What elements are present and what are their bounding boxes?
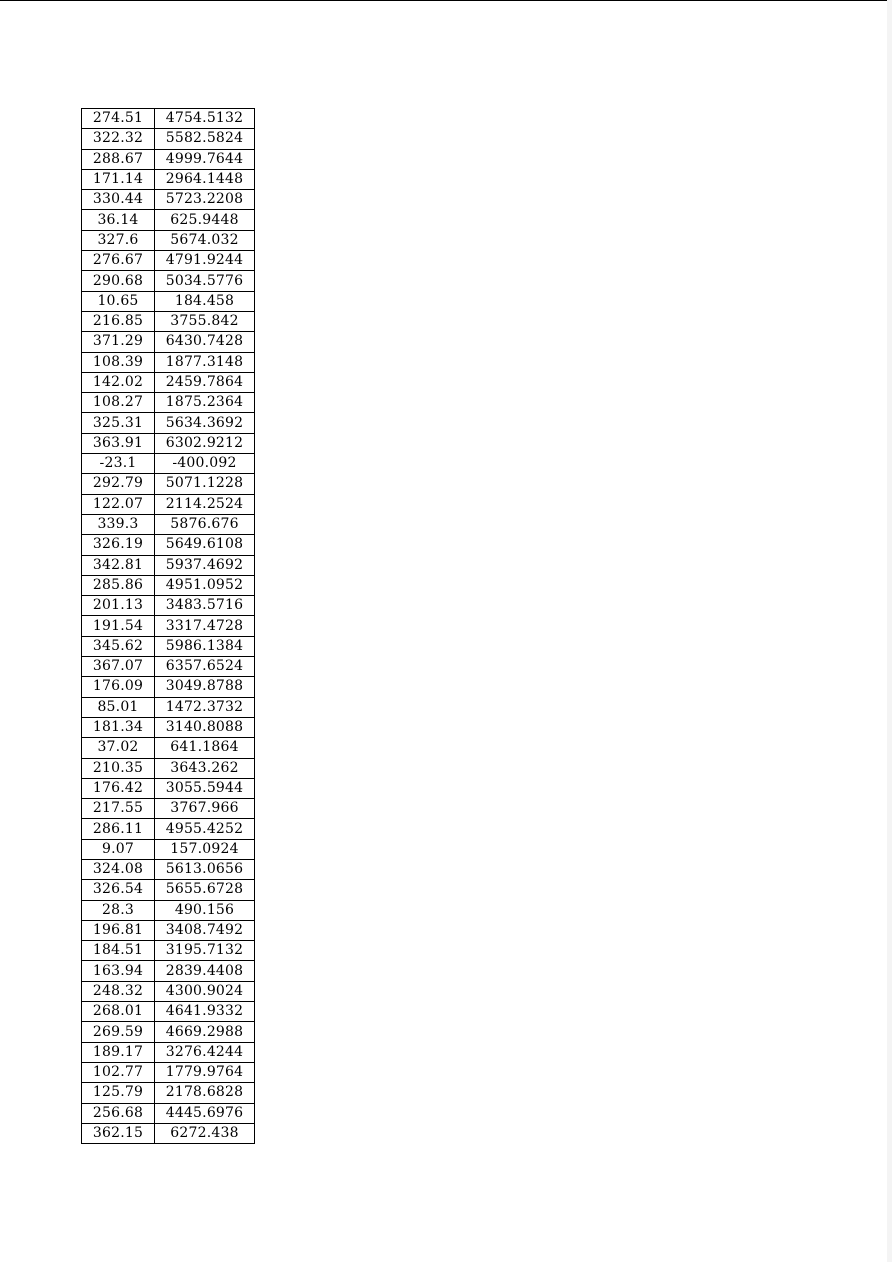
table-row: [82, 332, 255, 352]
table-cell-col1: 181.34: [82, 717, 155, 737]
table-cell-col2: 3140.8088: [155, 717, 255, 737]
table-cell-col1: 327.6: [82, 230, 155, 250]
table-row: [82, 880, 255, 900]
table-row: [82, 514, 255, 534]
table-row: [82, 636, 255, 656]
table-cell-col1: 28.3: [82, 900, 155, 920]
table-cell-col1: 108.27: [82, 393, 155, 413]
table-cell-col2: 5986.1384: [155, 636, 255, 656]
table-cell-col2: 5071.1228: [155, 474, 255, 494]
table-cell-col1: 216.85: [82, 311, 155, 331]
table-cell-col1: 142.02: [82, 372, 155, 392]
table-cell-col2: 3317.4728: [155, 616, 255, 636]
table-row: [82, 413, 255, 433]
table-row: [82, 575, 255, 595]
table-cell-col1: -23.1: [82, 454, 155, 474]
table-cell-col2: 1875.2364: [155, 393, 255, 413]
table-cell-col1: 122.07: [82, 494, 155, 514]
table-cell-col2: 2839.4408: [155, 961, 255, 981]
table-row: [82, 494, 255, 514]
table-row: [82, 778, 255, 798]
table-row: [82, 717, 255, 737]
table-cell-col2: 3408.7492: [155, 920, 255, 940]
table-cell-col2: 1877.3148: [155, 352, 255, 372]
table-cell-col2: 157.0924: [155, 839, 255, 859]
table-row: [82, 1022, 255, 1042]
table-row: [82, 1083, 255, 1103]
table-row: [82, 941, 255, 961]
table-cell-col2: 3483.5716: [155, 596, 255, 616]
table-cell-col1: 196.81: [82, 920, 155, 940]
table-row: [82, 596, 255, 616]
table-cell-col2: 625.9448: [155, 210, 255, 230]
table-cell-col2: 3767.966: [155, 799, 255, 819]
table-body: [82, 109, 255, 1144]
table-cell-col2: 5876.676: [155, 514, 255, 534]
table-cell-col2: -400.092: [155, 454, 255, 474]
table-cell-col2: 490.156: [155, 900, 255, 920]
table-cell-col2: 4754.5132: [155, 109, 255, 129]
table-cell-col1: 37.02: [82, 738, 155, 758]
table-cell-col1: 125.79: [82, 1083, 155, 1103]
table-row: [82, 129, 255, 149]
table-row: [82, 961, 255, 981]
table-cell-col1: 290.68: [82, 271, 155, 291]
table-cell-col2: 5649.6108: [155, 535, 255, 555]
table-cell-col2: 5655.6728: [155, 880, 255, 900]
table-row: [82, 555, 255, 575]
table-cell-col1: 285.86: [82, 575, 155, 595]
table-cell-col1: 36.14: [82, 210, 155, 230]
table-cell-col2: 4669.2988: [155, 1022, 255, 1042]
table-row: [82, 819, 255, 839]
table-cell-col1: 367.07: [82, 657, 155, 677]
table-row: [82, 1002, 255, 1022]
table-row: [82, 657, 255, 677]
table-cell-col1: 176.09: [82, 677, 155, 697]
table-cell-col1: 325.31: [82, 413, 155, 433]
table-cell-col2: 6302.9212: [155, 433, 255, 453]
table-cell-col2: 3055.5944: [155, 778, 255, 798]
table-row: [82, 230, 255, 250]
table-cell-col1: 85.01: [82, 697, 155, 717]
table-cell-col1: 288.67: [82, 149, 155, 169]
table-row: [82, 454, 255, 474]
table-row: [82, 210, 255, 230]
table-cell-col1: 371.29: [82, 332, 155, 352]
table-row: [82, 900, 255, 920]
table-cell-col1: 176.42: [82, 778, 155, 798]
table-row: [82, 311, 255, 331]
data-table: [81, 108, 255, 1144]
table-row: [82, 799, 255, 819]
table-cell-col1: 324.08: [82, 859, 155, 879]
table-row: [82, 109, 255, 129]
table-row: [82, 251, 255, 271]
table-row: [82, 190, 255, 210]
table-row: [82, 291, 255, 311]
table-cell-col1: 345.62: [82, 636, 155, 656]
table-cell-col1: 248.32: [82, 981, 155, 1001]
table-cell-col2: 2178.6828: [155, 1083, 255, 1103]
table-cell-col1: 330.44: [82, 190, 155, 210]
table-cell-col2: 641.1864: [155, 738, 255, 758]
table-cell-col2: 5634.3692: [155, 413, 255, 433]
table-row: [82, 169, 255, 189]
table-row: [82, 1062, 255, 1082]
table-cell-col1: 322.32: [82, 129, 155, 149]
table-cell-col1: 292.79: [82, 474, 155, 494]
table-cell-col2: 184.458: [155, 291, 255, 311]
table-row: [82, 616, 255, 636]
table-row: [82, 677, 255, 697]
table-cell-col2: 3195.7132: [155, 941, 255, 961]
table-cell-col1: 163.94: [82, 961, 155, 981]
table-cell-col1: 191.54: [82, 616, 155, 636]
table-cell-col2: 5613.0656: [155, 859, 255, 879]
table-row: [82, 271, 255, 291]
table-cell-col1: 363.91: [82, 433, 155, 453]
table-cell-col1: 184.51: [82, 941, 155, 961]
table-cell-col1: 108.39: [82, 352, 155, 372]
page-right-edge: [887, 0, 892, 1262]
table-row: [82, 1123, 255, 1143]
table-cell-col1: 326.54: [82, 880, 155, 900]
table-row: [82, 859, 255, 879]
table-cell-col2: 5937.4692: [155, 555, 255, 575]
table-cell-col1: 362.15: [82, 1123, 155, 1143]
table-row: [82, 149, 255, 169]
table-cell-col1: 342.81: [82, 555, 155, 575]
table-row: [82, 1103, 255, 1123]
table-cell-col1: 102.77: [82, 1062, 155, 1082]
table-cell-col2: 6357.6524: [155, 657, 255, 677]
table-cell-col1: 286.11: [82, 819, 155, 839]
table-cell-col1: 210.35: [82, 758, 155, 778]
table-row: [82, 352, 255, 372]
table-cell-col1: 201.13: [82, 596, 155, 616]
table-row: [82, 758, 255, 778]
table-cell-col2: 2964.1448: [155, 169, 255, 189]
table-cell-col2: 5582.5824: [155, 129, 255, 149]
table-row: [82, 393, 255, 413]
table-row: [82, 535, 255, 555]
table-cell-col2: 2114.2524: [155, 494, 255, 514]
table-cell-col1: 10.65: [82, 291, 155, 311]
table-row: [82, 433, 255, 453]
table-cell-col2: 3755.842: [155, 311, 255, 331]
table-cell-col2: 5034.5776: [155, 271, 255, 291]
table-cell-col1: 326.19: [82, 535, 155, 555]
table-row: [82, 738, 255, 758]
table-cell-col2: 4999.7644: [155, 149, 255, 169]
table-cell-col1: 189.17: [82, 1042, 155, 1062]
table-cell-col2: 5674.032: [155, 230, 255, 250]
table-cell-col1: 9.07: [82, 839, 155, 859]
table-cell-col1: 339.3: [82, 514, 155, 534]
table-cell-col1: 269.59: [82, 1022, 155, 1042]
table-row: [82, 474, 255, 494]
table-cell-col1: 256.68: [82, 1103, 155, 1123]
table-cell-col2: 1779.9764: [155, 1062, 255, 1082]
table-cell-col1: 276.67: [82, 251, 155, 271]
table-cell-col1: 217.55: [82, 799, 155, 819]
table-cell-col2: 6430.7428: [155, 332, 255, 352]
table-row: [82, 372, 255, 392]
table-cell-col2: 5723.2208: [155, 190, 255, 210]
table-cell-col2: 4300.9024: [155, 981, 255, 1001]
table-cell-col2: 4955.4252: [155, 819, 255, 839]
table-row: [82, 920, 255, 940]
table-cell-col2: 4641.9332: [155, 1002, 255, 1022]
table-cell-col2: 4791.9244: [155, 251, 255, 271]
page-top-border: [0, 0, 892, 1]
table-row: [82, 839, 255, 859]
table-cell-col2: 6272.438: [155, 1123, 255, 1143]
table-cell-col1: 268.01: [82, 1002, 155, 1022]
table-cell-col2: 3643.262: [155, 758, 255, 778]
table-cell-col1: 171.14: [82, 169, 155, 189]
table-cell-col2: 4951.0952: [155, 575, 255, 595]
table-row: [82, 981, 255, 1001]
table-cell-col2: 4445.6976: [155, 1103, 255, 1123]
table-cell-col2: 3276.4244: [155, 1042, 255, 1062]
table-cell-col2: 2459.7864: [155, 372, 255, 392]
table-row: [82, 1042, 255, 1062]
table-row: [82, 697, 255, 717]
table-cell-col1: 274.51: [82, 109, 155, 129]
table-cell-col2: 3049.8788: [155, 677, 255, 697]
table-cell-col2: 1472.3732: [155, 697, 255, 717]
